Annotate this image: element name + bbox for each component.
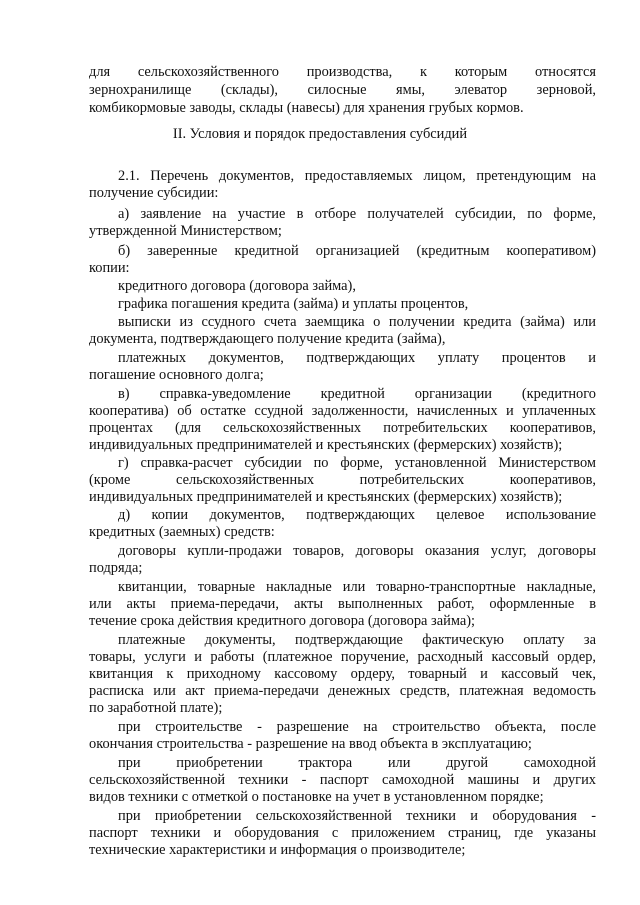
paragraph-line: а) заявление на участие в отборе получателей субсидии, по форме, (118, 206, 596, 222)
paragraph-line: квитанции, товарные накладные или товарно-транспортные накладные, (118, 579, 596, 595)
paragraph-line: или акты приема-передачи, акты выполненных работ, оформленные в (89, 596, 596, 612)
paragraph-line: г) справка-расчет субсидии по форме, установленной Министерством (118, 455, 596, 471)
paragraph-line: при строительстве - разрешение на строительство объекта, после (118, 719, 596, 735)
paragraph-line: при приобретении сельскохозяйственной техники и оборудования - (118, 808, 596, 824)
paragraph-line: технические характеристики и информация о производителе; (89, 842, 466, 858)
paragraph-line: видов техники с отметкой о постановке на учет в установленном порядке; (89, 789, 544, 805)
paragraph-line: выписки из ссудного счета заемщика о получении кредита (займа) или (118, 314, 596, 330)
paragraph-line: кредитного договора (договора займа), (118, 278, 356, 294)
paragraph-line: комбикормовые заводы, склады (навесы) для хранения грубых кормов. (89, 100, 524, 116)
paragraph-line: платежных документов, подтверждающих уплату процентов и (118, 350, 596, 366)
paragraph-line: для сельскохозяйственного производства, к которым относятся (89, 64, 596, 80)
paragraph-line: б) заверенные кредитной организацией (кредитным кооперативом) (118, 243, 596, 259)
paragraph-line: кредитных (заемных) средств: (89, 524, 275, 540)
paragraph-line: при приобретении трактора или другой самоходной (118, 755, 596, 771)
paragraph-line: течение срока действия кредитного договора (договора займа); (89, 613, 476, 629)
paragraph-line: зернохранилище (склады), силосные ямы, элеватор зерновой, (89, 82, 596, 98)
paragraph-line: платежные документы, подтверждающие фактическую оплату за (118, 632, 596, 648)
paragraph-line: подряда; (89, 560, 143, 576)
paragraph-line: товары, услуги и работы (платежное поручение, расходный кассовый ордер, (89, 649, 596, 665)
paragraph-line: процентах (для сельскохозяйственных потребительских кооперативов, (89, 420, 596, 436)
paragraph-line: копии: (89, 260, 130, 276)
paragraph-line: паспорт техники и оборудования с приложением страниц, где указаны (89, 825, 596, 841)
paragraph-line: квитанция к приходному кассовому ордеру, товарный и кассовый чек, (89, 666, 596, 682)
paragraph-line: договоры купли-продажи товаров, договоры оказания услуг, договоры (118, 543, 596, 559)
paragraph-line: д) копии документов, подтверждающих целевое использование (118, 507, 596, 523)
paragraph-line: расписка или акт приема-передачи денежных средств, платежная ведомость (89, 683, 596, 699)
paragraph-line: (кроме сельскохозяйственных потребительских кооперативов, (89, 472, 596, 488)
paragraph-line: получение субсидии: (89, 185, 219, 201)
paragraph-line: индивидуальных предпринимателей и крестьянских (фермерских) хозяйств); (89, 437, 563, 453)
paragraph-line: окончания строительства - разрешение на ввод объекта в эксплуатацию; (89, 736, 532, 752)
paragraph-line: погашение основного долга; (89, 367, 264, 383)
section-heading: II. Условия и порядок предоставления субсидий (172, 126, 468, 142)
paragraph-line: 2.1. Перечень документов, предоставляемых лицом, претендующим на (118, 168, 596, 184)
paragraph-line: индивидуальных предпринимателей и крестьянских (фермерских) хозяйств); (89, 489, 563, 505)
paragraph-line: документа, подтверждающего получение кредита (займа), (89, 331, 446, 347)
paragraph-line: утвержденной Министерством; (89, 223, 282, 239)
paragraph-line: сельскохозяйственной техники - паспорт самоходной машины и других (89, 772, 596, 788)
paragraph-line: кооператива) об остатке ссудной задолженности, начисленных и уплаченных (89, 403, 596, 419)
paragraph-line: по заработной плате); (89, 700, 223, 716)
paragraph-line: в) справка-уведомление кредитной организации (кредитного (118, 386, 596, 402)
paragraph-line: графика погашения кредита (займа) и уплаты процентов, (118, 296, 469, 312)
